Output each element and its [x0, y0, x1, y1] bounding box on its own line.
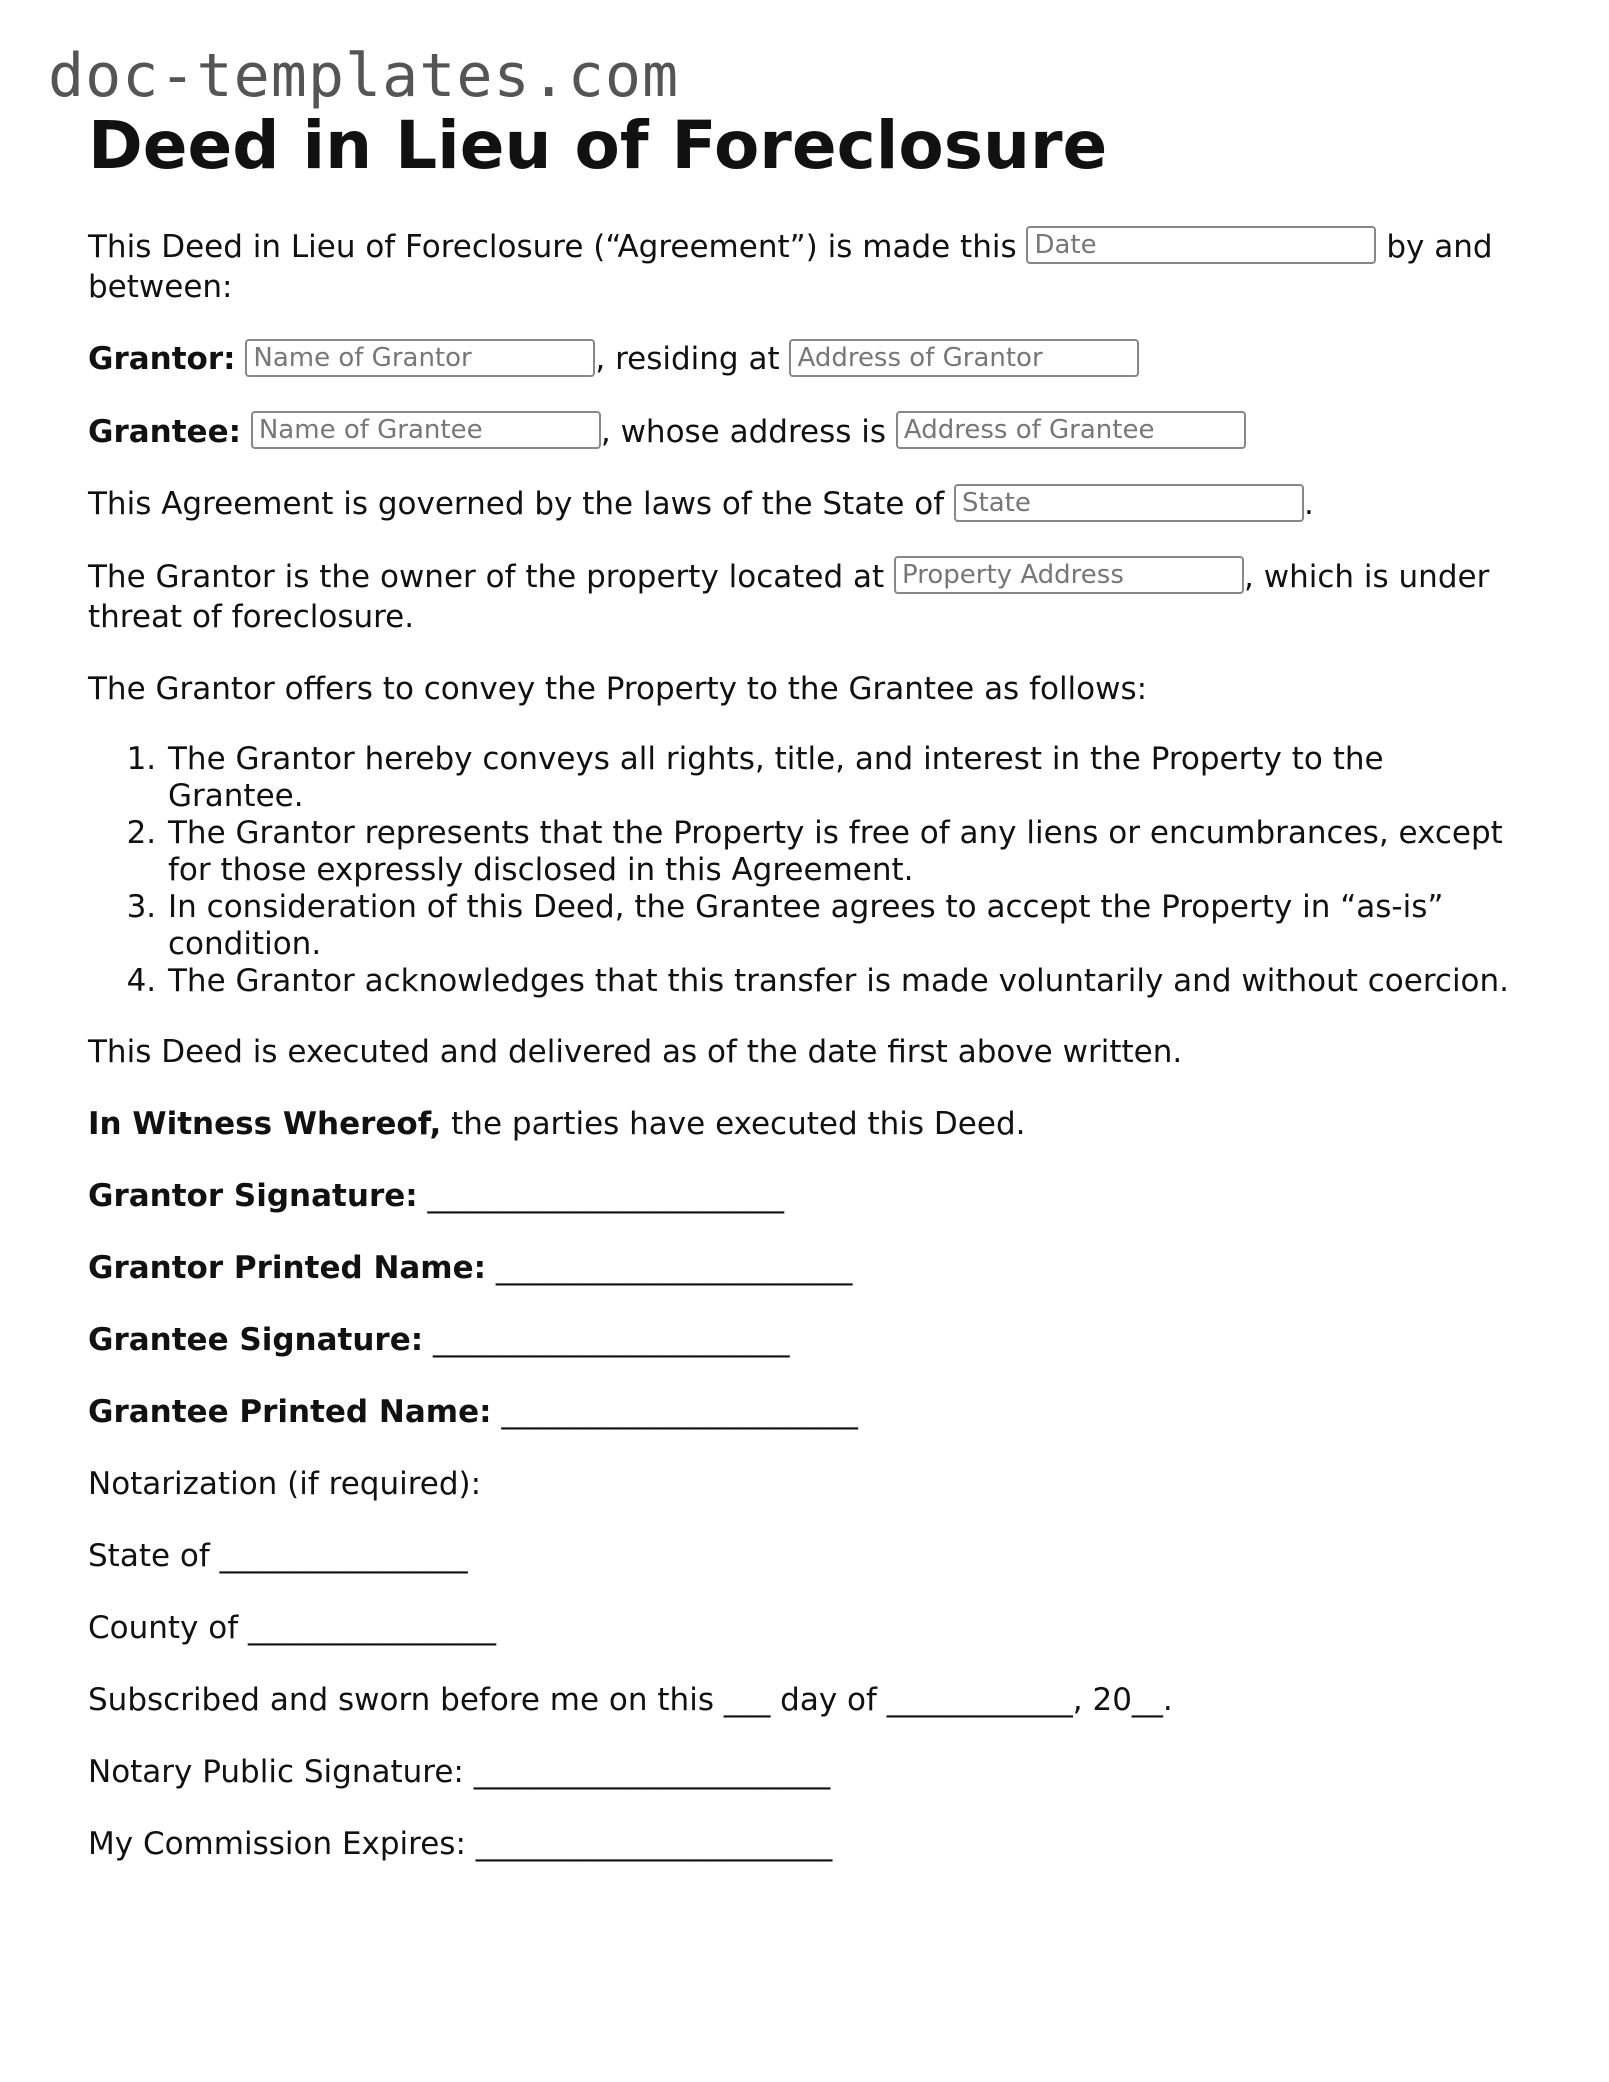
state-input[interactable] — [954, 484, 1304, 522]
document-title: Deed in Lieu of Foreclosure — [88, 107, 1108, 184]
grantor-line — [88, 339, 1518, 380]
property-text-before: The Grantor is the owner of the property located at — [88, 558, 885, 595]
term-item: 2. The Grantor represents that the Property is free of any liens or encumbrances, except for those expressly disclosed in this Agreement. — [166, 815, 1518, 889]
notary-commission-line: My Commission Expires: _______________________ — [88, 1826, 833, 1863]
signature-blank[interactable]: _______________________ — [427, 1178, 785, 1215]
notary-county-line: County of ________________ — [88, 1610, 496, 1647]
executed-paragraph: This Deed is executed and delivered as of the date first above written. — [88, 1034, 1183, 1071]
governing-text-before: This Agreement is governed by the laws of the State of — [88, 486, 945, 523]
term-item: 1. The Grantor hereby conveys all rights, title, and interest in the Property to the Grantee. — [166, 741, 1518, 815]
terms-list — [88, 741, 1518, 1000]
grantee-line — [88, 412, 1518, 453]
notary-state-line: State of ________________ — [88, 1538, 468, 1575]
offer-paragraph: The Grantor offers to convey the Property to the Grantee as follows: — [88, 671, 1148, 708]
witness-bold: In Witness Whereof, — [88, 1106, 442, 1143]
witness-paragraph — [88, 1104, 1518, 1144]
notary-signature-line: Notary Public Signature: _______________________ — [88, 1754, 831, 1791]
grantee-signature-label: Grantee Signature: — [88, 1322, 424, 1359]
grantor-printed-name-line — [88, 1248, 1518, 1288]
grantee-printed-label: Grantee Printed Name: — [88, 1394, 492, 1431]
grantor-signature-label: Grantor Signature: — [88, 1178, 418, 1215]
intro-paragraph — [88, 227, 1518, 308]
watermark: doc-templates.com — [48, 41, 680, 111]
grantor-address-input[interactable] — [789, 339, 1139, 377]
signature-blank[interactable]: _______________________ — [501, 1394, 858, 1431]
date-input[interactable] — [1026, 226, 1376, 264]
term-item: 3. In consideration of this Deed, the Grantee agrees to accept the Property in “as-is” condition. — [166, 889, 1518, 963]
grantee-signature-line — [88, 1320, 1518, 1360]
grantor-printed-label: Grantor Printed Name: — [88, 1250, 487, 1287]
signature-block — [88, 1176, 1518, 1432]
grantee-name-input[interactable] — [251, 411, 601, 449]
grantee-address-input[interactable] — [896, 411, 1246, 449]
governing-law-line — [88, 484, 1518, 525]
grantor-signature-line — [88, 1176, 1518, 1216]
grantor-label: Grantor: — [88, 341, 236, 378]
property-address-input[interactable] — [894, 556, 1244, 594]
governing-text-after: . — [1304, 486, 1314, 523]
property-paragraph — [88, 557, 1518, 638]
property-text-after: , which is under threat of foreclosure. — [88, 558, 1490, 636]
witness-rest: the parties have executed this Deed. — [451, 1106, 1026, 1143]
document-body — [88, 107, 1518, 1896]
grantor-name-input[interactable] — [245, 339, 595, 377]
term-item: 4. The Grantor acknowledges that this transfer is made voluntarily and without coercion. — [166, 963, 1518, 1000]
intro-text-before: This Deed in Lieu of Foreclosure (“Agreement”) is made this — [88, 228, 1017, 265]
grantee-printed-name-line — [88, 1392, 1518, 1432]
intro-text-after: by and between: — [88, 228, 1493, 306]
grantor-mid-text: , residing at — [595, 341, 780, 378]
signature-blank[interactable]: _______________________ — [495, 1250, 853, 1287]
signature-blank[interactable]: _______________________ — [432, 1322, 790, 1359]
grantee-label: Grantee: — [88, 413, 241, 450]
notary-heading: Notarization (if required): — [88, 1466, 482, 1503]
grantee-mid-text: , whose address is — [600, 413, 887, 450]
notary-sworn-line: Subscribed and sworn before me on this ___ day of ____________, 20__. — [88, 1682, 1173, 1719]
